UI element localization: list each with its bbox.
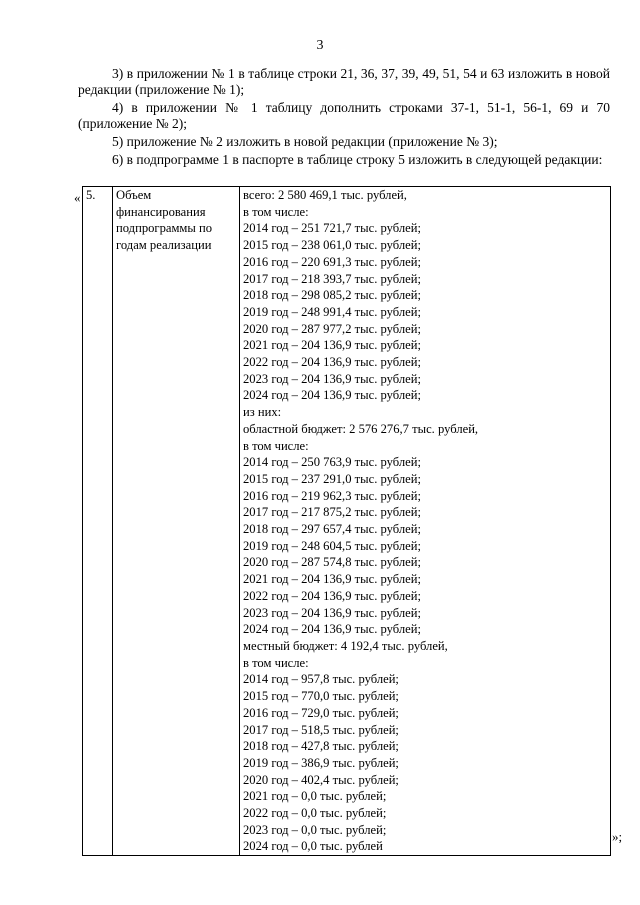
paragraph-3-text: 3) в приложении № 1 в таблице строки 21, 36, 37, 39, 49, 51, 54 и 63 изложить в новой редакции (приложение № 1); [78, 66, 610, 97]
page-number: 3 [316, 38, 324, 53]
financing-line: 2019 год – 248 991,4 тыс. рублей; [243, 304, 421, 319]
financing-line: 2022 год – 0,0 тыс. рублей; [243, 806, 387, 821]
passport-table [82, 186, 611, 856]
financing-details-cell [240, 187, 611, 856]
paragraph-6 [78, 152, 610, 168]
financing-line: 2016 год – 729,0 тыс. рублей; [243, 705, 399, 720]
financing-line: 2017 год – 518,5 тыс. рублей; [243, 722, 399, 737]
financing-line: 2015 год – 237 291,0 тыс. рублей; [243, 471, 421, 486]
financing-line: 2023 год – 204 136,9 тыс. рублей; [243, 371, 421, 386]
financing-line: 2016 год – 219 962,3 тыс. рублей; [243, 488, 421, 503]
paragraph-6-text: 6) в подпрограмме 1 в паспорте в таблице строку 5 изложить в следующей редакции: [112, 152, 603, 167]
financing-line: 2024 год – 204 136,9 тыс. рублей; [243, 622, 421, 637]
financing-line: 2018 год – 427,8 тыс. рублей; [243, 739, 399, 754]
row-label-cell: Объем финансирования подпрограммы по годам реализации [113, 187, 240, 856]
financing-line: 2019 год – 248 604,5 тыс. рублей; [243, 538, 421, 553]
paragraph-4 [78, 100, 610, 132]
financing-line: 2022 год – 204 136,9 тыс. рублей; [243, 355, 421, 370]
financing-line: 2017 год – 218 393,7 тыс. рублей; [243, 271, 421, 286]
closing-quote: »; [612, 829, 623, 844]
financing-line: в том числе: [243, 204, 309, 219]
opening-quote: « [74, 190, 81, 205]
financing-line: 2019 год – 386,9 тыс. рублей; [243, 755, 399, 770]
financing-line: в том числе: [243, 438, 309, 453]
financing-line: 2018 год – 297 657,4 тыс. рублей; [243, 522, 421, 537]
financing-line: областной бюджет: 2 576 276,7 тыс. рублей, [243, 421, 479, 436]
financing-line: 2024 год – 204 136,9 тыс. рублей; [243, 388, 421, 403]
paragraph-4-text: 4) в приложении № 1 таблицу дополнить строками 37-1, 51-1, 56-1, 69 и 70 (приложение № 2); [78, 100, 610, 131]
financing-line: 2021 год – 204 136,9 тыс. рублей; [243, 338, 421, 353]
row-number-cell: 5. [83, 187, 113, 856]
financing-line: из них: [243, 405, 282, 420]
financing-line: местный бюджет: 4 192,4 тыс. рублей, [243, 638, 448, 653]
financing-line: 2015 год – 770,0 тыс. рублей; [243, 689, 399, 704]
financing-line: 2014 год – 251 721,7 тыс. рублей; [243, 221, 421, 236]
paragraph-3 [78, 66, 610, 98]
financing-line: всего: 2 580 469,1 тыс. рублей, [243, 188, 407, 202]
financing-line: 2022 год – 204 136,9 тыс. рублей; [243, 588, 421, 603]
financing-line: 2014 год – 957,8 тыс. рублей; [243, 672, 399, 687]
financing-line: 2021 год – 0,0 тыс. рублей; [243, 789, 387, 804]
paragraph-5 [78, 134, 610, 150]
financing-line: 2023 год – 204 136,9 тыс. рублей; [243, 605, 421, 620]
financing-line: 2020 год – 287 977,2 тыс. рублей; [243, 321, 421, 336]
financing-line: 2020 год – 402,4 тыс. рублей; [243, 772, 399, 787]
financing-line: 2016 год – 220 691,3 тыс. рублей; [243, 254, 421, 269]
financing-line: в том числе: [243, 655, 309, 670]
financing-line: 2017 год – 217 875,2 тыс. рублей; [243, 505, 421, 520]
financing-line: 2021 год – 204 136,9 тыс. рублей; [243, 572, 421, 587]
financing-line: 2020 год – 287 574,8 тыс. рублей; [243, 555, 421, 570]
table-row [83, 187, 611, 856]
financing-line: 2014 год – 250 763,9 тыс. рублей; [243, 455, 421, 470]
financing-line: 2015 год – 238 061,0 тыс. рублей; [243, 238, 421, 253]
financing-line: 2024 год – 0,0 тыс. рублей [243, 839, 383, 854]
paragraph-5-text: 5) приложение № 2 изложить в новой редакции (приложение № 3); [112, 134, 498, 149]
financing-line: 2023 год – 0,0 тыс. рублей; [243, 822, 387, 837]
financing-line: 2018 год – 298 085,2 тыс. рублей; [243, 288, 421, 303]
